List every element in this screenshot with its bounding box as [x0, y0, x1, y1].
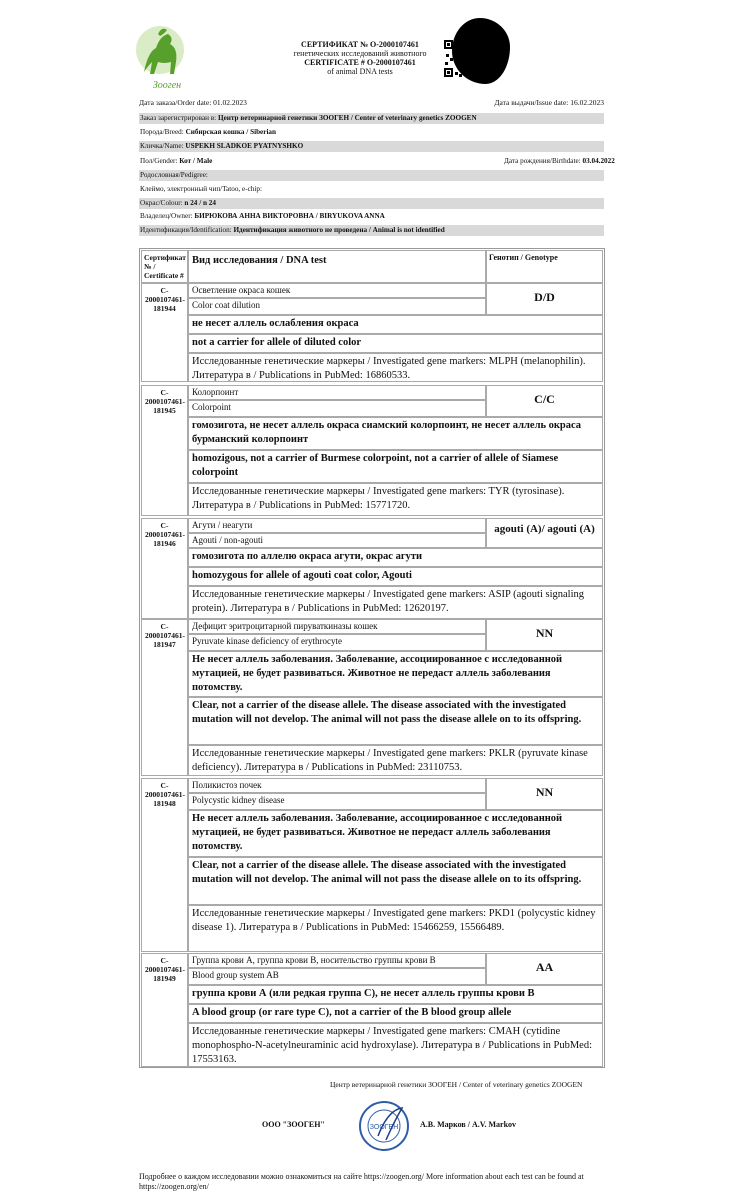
info-identification [139, 225, 604, 236]
result-ru: гомозигота, не несет аллель окраса сиамский колорпоинт, не несет аллель окраса бурманский колорпоинт [188, 417, 603, 450]
info-birthdate-value: 03.04.2022 [582, 157, 615, 165]
genotype-value: NN [486, 778, 603, 810]
markers-text: Исследованные генетические маркеры / Investigated gene markers: TYR (tyrosinase). Литература в / Publications in PubMed: 15771720. [188, 483, 603, 516]
result-ru: Не несет аллель заболевания. Заболевание, ассоциированное с исследованной мутацией, не будет развиваться. Животное не передаст аллель заболевания потомству. [188, 810, 603, 857]
result-ru: гомозигота по аллелю окраса агути, окрас агути [188, 548, 603, 567]
result-en: A blood group (or rare type C), not a carrier of the B blood group allele [188, 1004, 603, 1023]
info-colour-label: Окрас/Colour: [140, 199, 185, 207]
info-birthdate [504, 156, 615, 167]
test-name-ru: Осветление окраса кошек [188, 283, 486, 298]
info-registered-label: Заказ зарегистрирован в: [140, 114, 218, 122]
markers-text: Исследованные генетические маркеры / Investigated gene markers: PKLR (pyruvate kinase deficiency). Литература в / Publications in PubMed: 23110753. [188, 745, 603, 776]
markers-text: Исследованные генетические маркеры / Investigated gene markers: CMAH (cytidine monophospho-N-acetylneuraminic acid hydroxylase). Литература в / Publications in PubMed: 17553163. [188, 1023, 603, 1067]
footer-center: Центр ветеринарной генетики ЗООГЕН / Center of veterinary genetics ZOOGEN [330, 1080, 583, 1089]
result-en: Clear, not a carrier of the disease allele. The disease associated with the investigated mutation will not develop. The animal will not pass the disease allele on to its offspring. [188, 857, 603, 905]
info-ident-label: Идентификация/Identification: [140, 226, 234, 234]
genotype-value: NN [486, 619, 603, 651]
info-breed-label: Порода/Breed: [140, 128, 186, 136]
result-ru: Не несет аллель заболевания. Заболевание, ассоциированное с исследованной мутацией, не будет развиваться. Животное не передаст аллель заболевания потомству. [188, 651, 603, 697]
info-pedigree-label: Родословная/Pedigree: [140, 171, 208, 179]
result-ru: не несет аллель ослабления окраса [188, 315, 603, 334]
cert-number: C-2000107461-181948 [141, 778, 188, 952]
header-test: Вид исследования / DNA test [188, 250, 486, 283]
markers-text: Исследованные генетические маркеры / Investigated gene markers: PKD1 (polycystic kidney disease 1). Литература в / Publications in PubMed: 15466259, 15566489. [188, 905, 603, 952]
info-registered [139, 113, 604, 124]
result-ru: группа крови А (или редкая группа С), не несет аллель группы крови В [188, 985, 603, 1004]
info-ident-value: Идентификация животного не проведена / Animal is not identified [233, 226, 445, 234]
test-name-ru: Колорпоинт [188, 385, 486, 400]
info-colour [139, 198, 604, 209]
info-gender-label: Пол/Gender: [140, 157, 180, 165]
header-cert: Сертификат № / Certificate # [141, 250, 188, 283]
cert-number: C-2000107461-181949 [141, 953, 188, 1067]
subtitle-ru: генетических исследований животного [293, 49, 427, 58]
header-genotype: Генотип / Genotype [486, 250, 603, 283]
info-registered-value: Центр ветеринарной генетики ЗООГЕН / Center of veterinary genetics ZOOGEN [217, 114, 477, 122]
results-table [139, 248, 605, 1068]
certificate-heading [250, 40, 470, 76]
info-birthdate-label: Дата рождения/Birthdate: [504, 157, 583, 165]
test-name-ru: Дефицит эритроцитарной пируваткиназы кошек [188, 619, 486, 634]
result-en: homozigous, not a carrier of Burmese colorpoint, not a carrier of allele of Siamese colorpoint [188, 450, 603, 483]
title-ru: СЕРТИФИКАТ № О-2000107461 [301, 40, 419, 49]
info-name-label: Кличка/Name: [140, 142, 186, 150]
test-name-en: Agouti / non-agouti [188, 533, 486, 548]
signer-name: А.В. Марков / A.V. Markov [420, 1120, 517, 1129]
genotype-value: AA [486, 953, 603, 985]
title-en: CERTIFICATE # O-2000107461 [304, 58, 416, 67]
markers-text: Исследованные генетические маркеры / Investigated gene markers: ASIP (agouti signaling protein). Литература в / Publications in PubMed: 12620197. [188, 586, 603, 619]
test-name-en: Colorpoint [188, 400, 486, 417]
test-name-en: Color coat dilution [188, 298, 486, 315]
test-name-ru: Агути / неагути [188, 518, 486, 533]
info-breed-value: Сибирская кошка / Siberian [185, 128, 277, 136]
info-owner-label: Владелец/Owner: [140, 212, 195, 220]
info-pedigree [139, 170, 604, 181]
cert-number: C-2000107461-181947 [141, 619, 188, 776]
genotype-value: agouti (A)/ agouti (A) [486, 518, 603, 548]
genotype-value: D/D [486, 283, 603, 315]
info-owner-value: БИРЮКОВА АННА ВИКТОРОВНА / BIRYUKOVA ANNA [194, 212, 385, 220]
info-breed [139, 127, 604, 138]
test-name-ru: Поликистоз почек [188, 778, 486, 793]
logo-text: Зооген [152, 80, 182, 91]
test-name-en: Pyruvate kinase deficiency of erythrocyte [188, 634, 486, 651]
result-en: not a carrier for allele of diluted color [188, 334, 603, 353]
cert-number: C-2000107461-181944 [141, 283, 188, 382]
info-tatoo-label: Клеймо, электронный чип/Tatoo, e-chip: [140, 185, 262, 193]
issue-date: Дата выдачи/Issue date: 16.02.2023 [494, 98, 604, 107]
stamp-text: ЗООГЕН [369, 1124, 399, 1131]
test-name-en: Polycystic kidney disease [188, 793, 486, 810]
subtitle-en: of animal DNA tests [327, 67, 393, 76]
cert-number: C-2000107461-181946 [141, 518, 188, 619]
website-note: Подробнее о каждом исследовании можно ознакомиться на сайте https://zoogen.org/ More information about each test can be found at https://zoogen.org/en/ [139, 1172, 584, 1191]
info-gender [139, 156, 615, 167]
stamp-icon [358, 1100, 410, 1152]
markers-text: Исследованные генетические маркеры / Investigated gene markers: MLPH (melanophilin). Литература в / Publications in PubMed: 16860533. [188, 353, 603, 382]
order-date: Дата заказа/Order date: 01.02.2023 [139, 98, 247, 107]
company-name: ООО "ЗООГЕН" [262, 1120, 325, 1129]
info-gender-value: Кот / Male [179, 157, 213, 165]
test-name-en: Blood group system AB [188, 968, 486, 985]
redaction-blot [452, 18, 510, 84]
cert-number: C-2000107461-181945 [141, 385, 188, 516]
test-name-ru: Группа крови А, группа крови В, носительство группы крови В [188, 953, 486, 968]
info-owner [139, 211, 604, 222]
result-en: homozygous for allele of agouti coat color, Agouti [188, 567, 603, 586]
genotype-value: C/C [486, 385, 603, 417]
info-colour-value: n 24 / n 24 [184, 199, 216, 207]
result-en: Clear, not a carrier of the disease allele. The disease associated with the investigated mutation will not develop. The animal will not pass the disease allele on to its offspring. [188, 697, 603, 745]
info-tatoo [139, 184, 604, 195]
info-name [139, 141, 604, 152]
info-name-value: USPEKH SLADKOE PYATNYSHKO [185, 142, 304, 150]
